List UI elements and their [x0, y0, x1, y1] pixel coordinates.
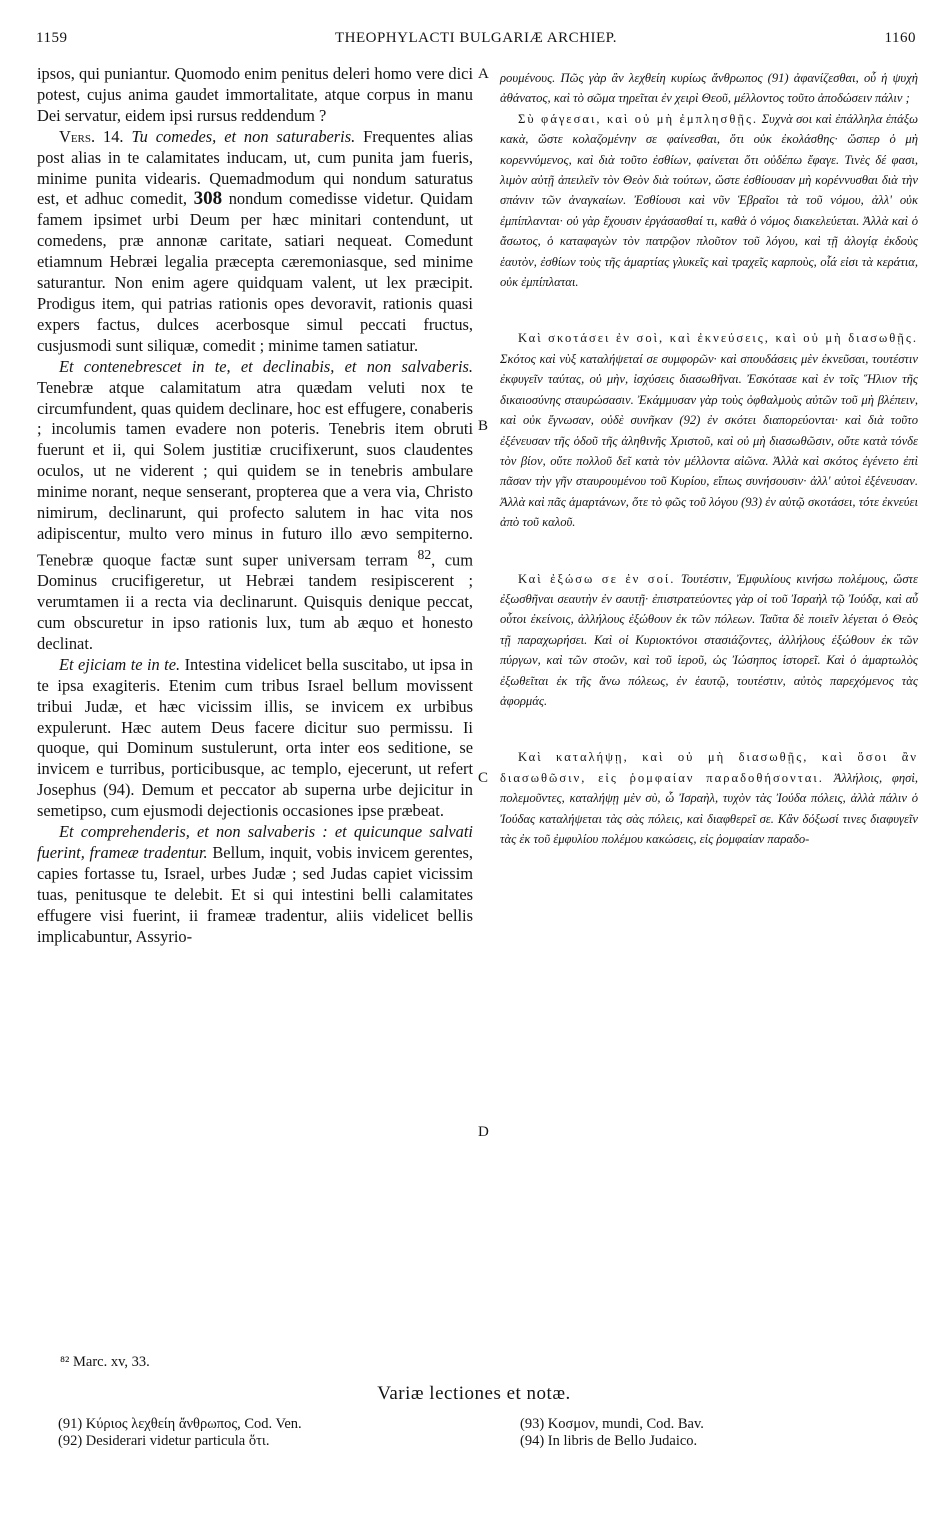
latin-paragraph: Et ejiciam te in te. Intestina videlicet bella suscitabo, ut ipsa in te ipsa exagiteris. Etenim cum tribus Israel bellum movissent tribui Judæ, et hæc vicissim illis, se invicem ex urbibus expulerunt. Hæc autem Deus facere dicitur suo permissu. Ii quoque, qui Dominum sustulerunt, orta inter eos seditione, se invicem e turribus, porticibusque, ac templo, ejecerunt, ut refert Josephus (94). Demum et peccator ab superna urbe dejicitur in semetipso, cum ejusmodi dejectionis occasiones ipse præbeat. [37, 654, 473, 821]
latin-paragraph: Et contenebrescet in te, et declinabis, et non salvaberis. Tenebræ atque calamitatum atra quædam veluti nox te circumfundent, quas quidem declinare, hoc est effugere, conaberis ; incolumis tamen evadere non poteris. Tenebris item obruti fuerunt et ii, qui Solem justitiæ crucifixerunt, suos claudentes oculos, ut ne viderent ; qui quidem se in tenebris ambulare minime norant, neque senserant, propterea que a vera via, Christo nimirum, declinarunt, qui profecto salutem in hac vita nos adipiscentur, multo vero minus in futuro illo ævo sempiterno. Tenebræ quoque factæ sunt super universam terram $^{82}$, cum Dominus crucifigeretur, ut Hebræi tandem resipiscerent ; verumtamen ii a recta via declinarunt. Quisquis denique peccat, cum obscuretur in ipso rationis lux, tum ab æquo et honesto declinat. [37, 356, 473, 653]
latin-column [37, 64, 473, 948]
section-marker-d: D [478, 1124, 489, 1140]
note-91: (91) Κύριος λεχθείη ἄνθρωπος, Cod. Ven. [58, 1416, 302, 1432]
section-marker-a: A [478, 66, 489, 82]
footnote: ⁸² Marc. xv, 33. [60, 1354, 150, 1370]
note-93: (93) Κοσμον, mundi, Cod. Bav. [520, 1416, 704, 1432]
greek-paragraph: ρουμένους. Πῶς γὰρ ἂν λεχθείη κυρίως ἄνθρωπος (91) ἀφανίζεσθαι, οὗ ἡ ψυχὴ ἀθάνατος, καὶ τὸ σῶμα τηρεῖται ἐν χειρὶ Θεοῦ, μέλλοντος τοῦτο ἀποδώσειν πάλιν ; [500, 71, 918, 106]
greek-paragraph: Καὶ ἐξώσω σε ἐν σοί. Τουτέστιν, Ἐμφυλίους κινήσω πολέμους, ὥστε ἐξωσθῆναι σεαυτὴν ἐν σαυτῇ· ἐπιστρατεύοντες γὰρ οἱ τοῦ Ἰσραὴλ τῷ Ἰούδᾳ, καὶ αὖ οὗτοι ἐκείνοις, ἀλλήλους ἐξώθουν ἐκ τῶν πόλεων. Ταῦτα δὲ ποιεῖν λέγεται ὁ Θεὸς τῇ παραχωρήσει. Καὶ οἱ Κυριοκτόνοι στασιάζοντες, ἀλλήλους ἐξώθουν ἐκ τῶν πύργων, καὶ τῶν στοῶν, καὶ τοῦ ἱεροῦ, ὡς Ἰώσηπος ἱστορεῖ. Καὶ ὁ ἁμαρτωλὸς ἐξωθεῖται ἐκ τῆς ἄνω πόλεως, ἐν ἑαυτῷ, τουτέστιν, αὐτὸς παρεχόμενος τὰς ἀφορμάς. [500, 571, 918, 708]
section-marker-c: C [478, 770, 489, 786]
notes-heading: Variæ lectiones et notæ. [377, 1383, 571, 1404]
greek-paragraph: Καὶ σκοτάσει ἐν σοὶ, καὶ ἐκνεύσεις, καὶ οὐ μὴ διασωθῇς. Σκότος καὶ νὺξ καταλήψεταί σε συμφορῶν· καὶ σπουδάσεις μὲν ἐκνεῦσαι, τουτέστιν ἐκφυγεῖν ταύτας, οὐ μὴν, ἰσχύσεις διασωθῆναι. Ἐσκότασε καὶ ἐν τοῖς Ἥλιον τῆς δικαιοσύνης σταυρώσασιν. Ἐκάμμυσαν γὰρ τοὺς ὀφθαλμοὺς αὐτῶν τοῦ μὴ βλέπειν, καὶ οὐκ ἔγνωσαν, οὐδὲ συνῆκαν (92) ἐν σκότει διαπορεύονται· καὶ διὰ τοῦτο ἐξένευσαν τῆς ὁδοῦ τῆς ἀληθινῆς Χριστοῦ, καὶ οὐ μὴ διασωθῶσιν, οὔτε κατὰ τόνδε τὸν βίον, οὔτε πολλοῦ δεῖ κατὰ τὸν μέλλοντα αἰῶνα. Ἀλλὰ καὶ σκότος ἐγένετο ἐπὶ πᾶσαν τὴν γῆν σταυρουμένου τοῦ Κυρίου, εἴπως συνήσουσιν· ἀλλ' αὐτοὶ ἐξένευσαν. Ἀλλὰ καὶ πᾶς ἁμαρτάνων, ὅτε τὸ φῶς τοῦ λόγου (93) ἐν αὐτῷ σκοτάσει, τότε ἐκνεύει ἀπὸ τοῦ καλοῦ. [500, 331, 918, 530]
page-number-right: 1160 [884, 30, 916, 46]
latin-paragraph: Vers. 14. Tu comedes, et non saturaberis. Frequentes alias post alias in te calamitates inducam, ut, cum punita jam fueris, minime punita videaris. Quemadmodum qui nondum saturatus est, et adhuc comedit, 308 nondum comedisse videtur. Quidam famem ipsimet urbi Deum per hæc minitari contendunt, ut comedens, præ annonæ caritate, satiari nequeat. Comedunt etiamnum Hebræi legalia præcepta cæremoniasque, sed minime saturantur. Non enim agere quidquam valent, ut lex præcipit. Prodigus item, qui patrias rationis opes devoravit, rationis quasi expers factus, dulces acerbosque simul peccati fructus, cusjusmodi sunt siliquæ, comedit ; minime tamen satiatur. [37, 126, 473, 355]
section-marker-b: B [478, 418, 489, 434]
notes-left [58, 1416, 478, 1450]
greek-column [500, 68, 918, 849]
note-94: (94) In libris de Bello Judaico. [520, 1433, 698, 1449]
latin-paragraph: Et comprehenderis, et non salvaberis : et quicunque salvati fuerint, frameæ tradentur. Bellum, inquit, vobis invicem gerentes, capies fortasse tu, Israel, urbes Judæ ; sed Judas capiet vicissim tuas, penitusque te delebit. Et si qui intestini belli calamitates effugere visi fuerint, ii frameæ tradentur, aliis videlicet bellis implicabuntur, Assyrio- [37, 822, 473, 946]
latin-paragraph: ipsos, qui puniantur. Quomodo enim penitus deleri homo vere dici potest, cujus anima gaudet immortalitate, atque corpus in manu Dei servatur, eidem ipsi rursus reddendum ? [37, 64, 473, 125]
notes-right [520, 1416, 920, 1450]
greek-paragraph: Σὺ φάγεσαι, καὶ οὐ μὴ ἐμπλησθῇς. Συχνὰ σοι καὶ ἐπάλληλα ἐπάξω κακὰ, ὥστε κολαζομένην σε φαίνεσθαι, ὅτι οὐκ ἐκολάσθης· ὥσπερ ὁ μὴ κορεννύμενος, καὶ διὰ τοῦτο ἐσθίων, φαίνεται ὅτι οὐδέπω ἔφαγε. Τινὲς δέ φασι, λιμὸν αὐτῇ ἀπειλεῖν τὸν Θεὸν διὰ τούτων, ὥστε ἐσθίουσαν μὴ κορέννυσθαι διὰ τὴν σπάνιν τῶν ἀναγκαίων. Ἐσθίουσι καὶ νῦν Ἑβραῖοι τὰ τοῦ νόμου, ἀλλ' οὐκ ἐμπίπλανται· οὐ γὰρ ἔχουσιν ἐργάσασθαί τι, καθὰ ὁ νόμος διακελεύεται. Ἀλλὰ καὶ ὁ ἄσωτος, ὁ καταφαγὼν τὸν πατρῷον πλοῦτον τοῦ λόγου, καὶ τῇ ἀλογίᾳ ἐκδοὺς ἑαυτὸν, ἐσθίων τοὺς τῆς ἁμαρτίας γλυκεῖς καὶ τραχεῖς καρποὺς, οἷά εἰσι τὰ κεράτια, οὐκ ἐμπίπλαται. [500, 111, 918, 290]
note-92: (92) Desiderari videtur particula ὅτι. [58, 1433, 270, 1449]
column-number: 308 [193, 188, 223, 210]
footnote-ref: 82 [417, 546, 432, 562]
running-header [36, 30, 916, 54]
running-title: THEOPHYLACTI BULGARIÆ ARCHIEP. [334, 30, 618, 46]
greek-paragraph: Καὶ καταλήψῃ, καὶ οὐ μὴ διασωθῇς, καὶ ὅσοι ἂν διασωθῶσιν, εἰς ῥομφαίαν παραδοθήσονται. Ἀλλήλοις, φησὶ, πολεμοῦντες, καταλήψῃ μὲν σὺ, ὦ Ἰσραὴλ, τυχὸν τὰς Ἰούδα πόλεις, ἀλλὰ πάλιν ὁ Ἰούδας καταλήψεται τὰς σὰς πόλεις, καὶ διαφθερεῖ σε. Κἂν δόξωσί τινες διαφυγεῖν τὰς ἐκ τοῦ ἐμφυλίου πολέμου κακώσεις, εἰς ῥομφαίαν παραδο- [500, 750, 918, 846]
page-number-left: 1159 [36, 30, 68, 46]
